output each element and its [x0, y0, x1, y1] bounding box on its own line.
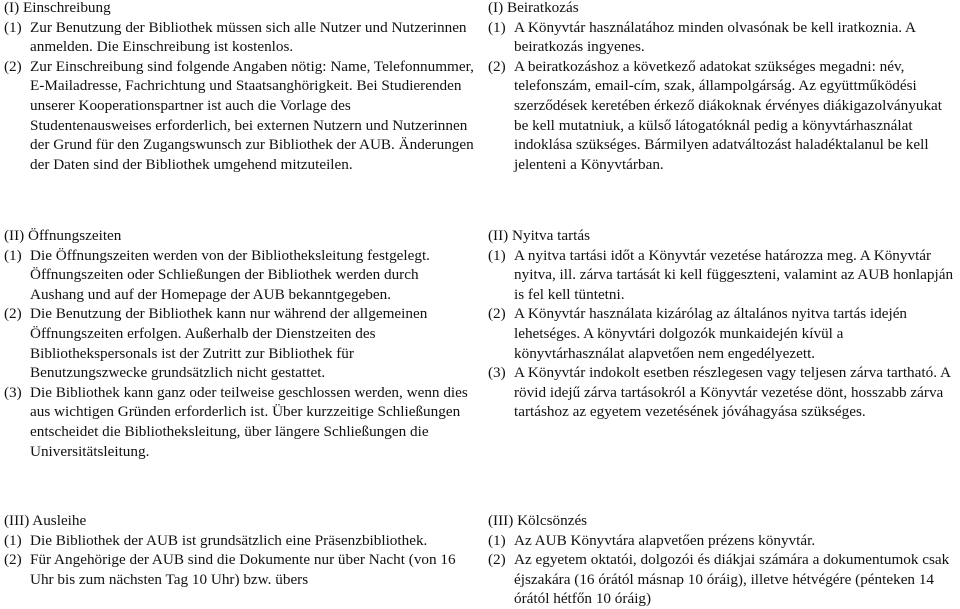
item-text: Die Öffnungszeiten werden von der Bibliotheksleitung festgelegt. Öffnungszeiten oder Schließungen der Bibliothek werden durch Aushang und auf der Homepage der AUB bekanntgegeben.	[30, 246, 430, 303]
section-kolcsonzes	[488, 511, 956, 609]
section-heading: (III) Ausleihe	[4, 512, 87, 529]
section-heading: (I) Einschreibung	[4, 0, 111, 16]
item-number: (3)	[488, 364, 506, 382]
list-item	[488, 550, 956, 609]
item-number: (2)	[488, 305, 506, 323]
item-number: (1)	[488, 531, 506, 549]
list-item	[488, 531, 956, 551]
item-number: (2)	[488, 551, 506, 569]
item-number: (1)	[4, 246, 22, 264]
item-text: A Könyvtár használatához minden olvasónak be kell iratkoznia. A beiratkozás ingyenes.	[514, 18, 916, 56]
item-text: Die Bibliothek der AUB ist grundsätzlich eine Präsenzbibliothek.	[30, 531, 428, 549]
item-number: (2)	[4, 305, 22, 323]
list-item	[488, 18, 956, 57]
section-einschreibung	[4, 0, 474, 174]
item-text: Für Angehörige der AUB sind die Dokumente nur über Nacht (von 16 Uhr bis zum nächsten Tag 10 Uhr) bzw. übers	[30, 551, 456, 588]
section-beiratkozas	[488, 0, 956, 174]
section-oeffnungszeiten	[4, 226, 474, 461]
item-text: Zur Benutzung der Bibliothek müssen sich alle Nutzer und Nutzerinnen anmelden. Die Einschreibung ist kostenlos.	[30, 18, 467, 56]
item-text: A nyitva tartási időt a Könyvtár vezetése határozza meg. A Könyvtár nyitva, ill. zárva tartását ki kell függeszteni, valamint az AUB honlapján is fel kell tüntetni.	[514, 246, 954, 303]
section-heading: (III) Kölcsönzés	[488, 512, 588, 529]
list-item	[488, 304, 956, 363]
item-number: (1)	[4, 531, 22, 549]
item-number: (2)	[488, 57, 506, 75]
section-heading: (II) Öffnungszeiten	[4, 227, 122, 244]
item-number: (2)	[4, 551, 22, 569]
item-text: Die Bibliothek kann ganz oder teilweise geschlossen werden, wenn dies aus wichtigen Gründen erforderlich ist. Über kurzzeitige Schließungen entscheidet die Bibliotheksleitung, über längere Schließungen die Universitätsleitung.	[30, 383, 468, 460]
list-item	[4, 18, 474, 57]
item-text: Zur Einschreibung sind folgende Angaben nötig: Name, Telefonnummer, E-Mailadresse, Fachrichtung und Staatsanghörigkeit. Bei Studierenden unserer Kooperationspartner ist auch die Vorlage des Studentenausweises erforderlich, bei externen Nutzern und Nutzerinnen der Grund für den Zugangswunsch zur Bibliothek der AUB. Änderungen der Daten sind der Bibliothek umgehend mitzuteilen.	[30, 57, 474, 173]
list-item	[4, 304, 474, 382]
section-nyitva-tartas	[488, 226, 956, 422]
item-text: Az AUB Könyvtára alapvetően prézens könyvtár.	[514, 531, 816, 549]
item-number: (1)	[488, 18, 506, 36]
list-item	[488, 57, 956, 175]
list-item	[4, 246, 474, 305]
list-item	[488, 363, 956, 422]
item-text: Az egyetem oktatói, dolgozói és diákjai számára a dokumentumok csak éjszakára (16 órától másnap 10 óráig), illetve hétvégére (pénteken 14 órától hétfőn 10 óráig)	[514, 551, 950, 608]
item-text: Die Benutzung der Bibliothek kann nur während der allgemeinen Öffnungszeiten erfolgen. Außerhalb der Dienstzeiten des Bibliothekspersonals ist der Zutritt zur Bibliothek für Benutzungszwecke grundsätzlich nicht gestattet.	[30, 305, 428, 382]
section-heading: (II) Nyitva tartás	[488, 227, 591, 244]
item-number: (1)	[4, 18, 22, 36]
item-text: A Könyvtár indokolt esetben részlegesen vagy teljesen zárva tartható. A rövid idejű zárva tartásokról a Könyvtár vezetése dönt, hosszabb zárva tartáshoz az egyetem vezetésének jóváhagyása szükséges.	[514, 364, 951, 421]
section-heading: (I) Beiratkozás	[488, 0, 579, 16]
item-number: (3)	[4, 383, 22, 401]
list-item	[488, 246, 956, 305]
item-number: (1)	[488, 246, 506, 264]
list-item	[4, 531, 474, 551]
item-number: (2)	[4, 57, 22, 75]
list-item	[4, 57, 474, 175]
list-item	[4, 550, 474, 589]
list-item	[4, 383, 474, 461]
section-ausleihe	[4, 511, 474, 589]
item-text: A Könyvtár használata kizárólag az általános nyitva tartás idején lehetséges. A könyvtári dolgozók munkaidején kívül a könyvtárhasználat alapvetően nem engedélyezett.	[514, 305, 908, 362]
item-text: A beiratkozáshoz a következő adatokat szükséges megadni: név, telefonszám, email-cím, szak, állampolgárság. Az együttműködési szerződések keretében érkező diákoknak érvényes diákigazolványukat be kell mutatniuk, a külső látogatóknál pedig a könyvtárhasználat indoklása szükséges. Bármilyen adatváltozást haladéktalanul be kell jelenteni a Könyvtárban.	[514, 57, 943, 173]
